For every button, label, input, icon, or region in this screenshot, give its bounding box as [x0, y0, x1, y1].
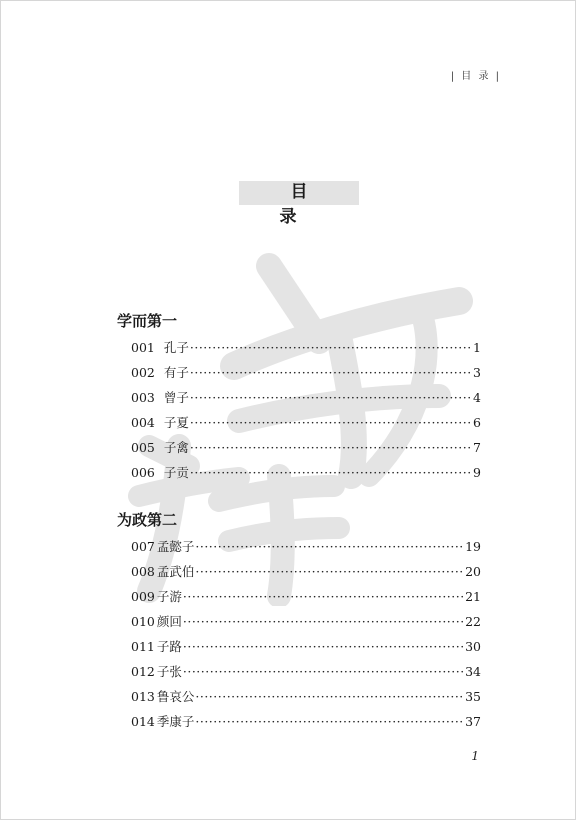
- entry-name: 孔子: [163, 340, 189, 355]
- entry-name: 曾子: [163, 390, 189, 405]
- dot-leader: [190, 335, 472, 360]
- toc-entry[interactable]: [117, 360, 479, 385]
- section-title: 为政第二: [117, 511, 178, 529]
- entry-page: 7: [473, 440, 481, 455]
- toc-entry[interactable]: [117, 634, 479, 659]
- entry-name: 孟武伯: [156, 564, 195, 579]
- entry-name: 子禽: [163, 440, 189, 455]
- entry-page: 21: [465, 589, 481, 604]
- toc-section-1: [117, 310, 479, 485]
- dot-leader: [190, 385, 472, 410]
- entry-name: 子贡: [163, 465, 189, 480]
- toc-entry[interactable]: [117, 684, 479, 709]
- dot-leader: [190, 360, 472, 385]
- entry-page: 34: [465, 664, 481, 679]
- entry-page: 30: [465, 639, 481, 654]
- entry-number: 014: [131, 714, 155, 729]
- entry-number: 003: [131, 390, 155, 405]
- toc-entry[interactable]: [117, 709, 479, 734]
- entry-page: 20: [465, 564, 481, 579]
- dot-leader: [183, 634, 464, 659]
- page-number: 1: [471, 749, 479, 763]
- entry-name: 子游: [156, 589, 182, 604]
- dot-leader: [190, 410, 472, 435]
- entry-page: 1: [473, 340, 481, 355]
- dot-leader: [190, 435, 472, 460]
- toc-entry[interactable]: [117, 460, 479, 485]
- entry-name: 颜回: [156, 614, 182, 629]
- toc-entry[interactable]: [117, 534, 479, 559]
- dot-leader: [195, 534, 464, 559]
- entry-number: 009: [131, 589, 155, 604]
- dot-leader: [183, 609, 464, 634]
- entry-page: 9: [473, 465, 481, 480]
- entry-number: 006: [131, 465, 155, 480]
- toc-entry[interactable]: [117, 559, 479, 584]
- entry-number: 012: [131, 664, 155, 679]
- toc-section-2: [117, 509, 479, 734]
- entry-name: 鲁哀公: [156, 689, 195, 704]
- entry-page: 3: [473, 365, 481, 380]
- entry-number: 011: [131, 639, 155, 654]
- dot-leader: [190, 460, 472, 485]
- dot-leader: [195, 709, 464, 734]
- entry-number: 001: [131, 340, 155, 355]
- dot-leader: [183, 584, 464, 609]
- entry-name: 孟懿子: [156, 539, 195, 554]
- entry-name: 子路: [156, 639, 182, 654]
- page-title: 目 录: [279, 182, 330, 227]
- entry-number: 008: [131, 564, 155, 579]
- dot-leader: [195, 684, 464, 709]
- entry-name: 子张: [156, 664, 182, 679]
- toc-entry[interactable]: [117, 609, 479, 634]
- entry-name: 季康子: [156, 714, 195, 729]
- entry-page: 22: [465, 614, 481, 629]
- dot-leader: [183, 659, 464, 684]
- entry-page: 4: [473, 390, 481, 405]
- toc-entry[interactable]: [117, 659, 479, 684]
- toc-entry[interactable]: [117, 335, 479, 360]
- entry-number: 010: [131, 614, 155, 629]
- entry-name: 有子: [163, 365, 189, 380]
- entry-number: 013: [131, 689, 155, 704]
- toc-entry[interactable]: [117, 435, 479, 460]
- entry-number: 002: [131, 365, 155, 380]
- section-title: 学而第一: [117, 312, 178, 330]
- entry-number: 007: [131, 539, 155, 554]
- toc-entry[interactable]: [117, 584, 479, 609]
- toc-entry[interactable]: [117, 410, 479, 435]
- running-head: | 目 录 |: [450, 71, 501, 82]
- dot-leader: [195, 559, 464, 584]
- entry-page: 6: [473, 415, 481, 430]
- entry-page: 19: [465, 539, 481, 554]
- entry-name: 子夏: [163, 415, 189, 430]
- entry-number: 005: [131, 440, 155, 455]
- entry-page: 37: [465, 714, 481, 729]
- entry-page: 35: [465, 689, 481, 704]
- toc-entry[interactable]: [117, 385, 479, 410]
- entry-number: 004: [131, 415, 155, 430]
